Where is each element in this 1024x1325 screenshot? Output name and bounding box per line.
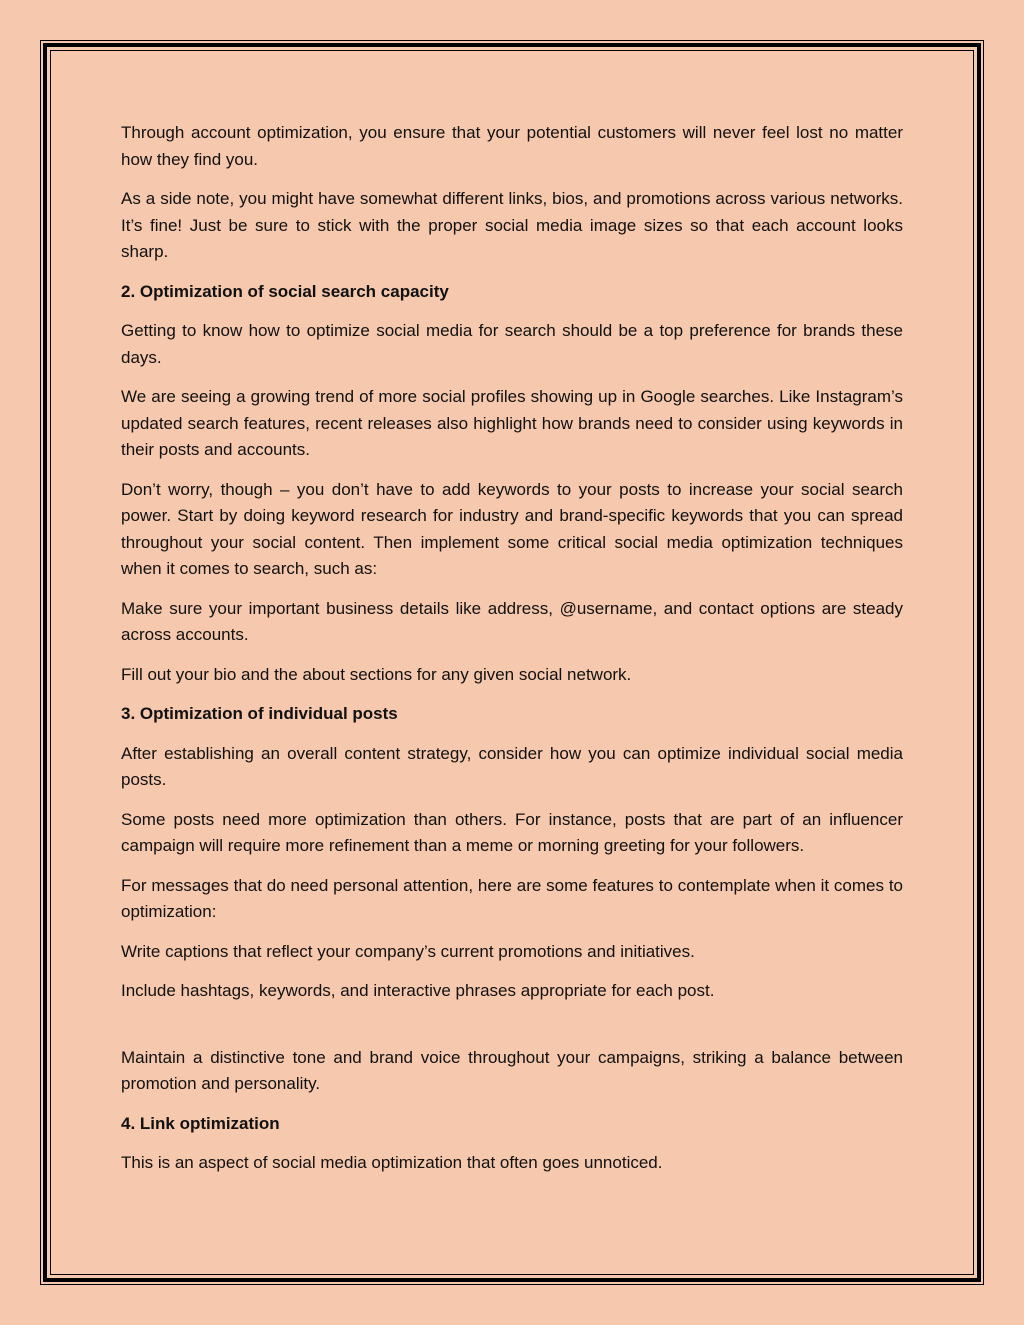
paragraph-hashtags: Include hashtags, keywords, and interactive phrases appropriate for each post.	[121, 981, 715, 1000]
paragraph-spacer	[121, 1018, 903, 1045]
document-body	[121, 120, 903, 1190]
paragraph-content-strategy: After establishing an overall content strategy, consider how you can optimize individual social media posts.	[121, 743, 903, 789]
heading-individual-posts: 3. Optimization of individual posts	[121, 704, 398, 723]
paragraph-optimize-search: Getting to know how to optimize social media for search should be a top preference for brands these days.	[121, 321, 903, 367]
paragraph-unnoticed-aspect: This is an aspect of social media optimization that often goes unnoticed.	[121, 1153, 663, 1172]
paragraph-captions: Write captions that reflect your company’s current promotions and initiatives.	[121, 941, 695, 961]
paragraph-influencer-campaign: Some posts need more optimization than others. For instance, posts that are part of an influencer campaign will require more refinement than a meme or morning greeting for your followers.	[121, 809, 903, 855]
paragraph-personal-attention: For messages that do need personal attention, here are some features to contemplate when it comes to optimization:	[121, 875, 903, 921]
heading-link-optimization: 4. Link optimization	[121, 1113, 280, 1133]
paragraph-side-note: As a side note, you might have somewhat different links, bios, and promotions across various networks. It’s fine! Just be sure to stick with the proper social media image sizes so that each account looks sharp.	[121, 189, 903, 261]
paragraph-growing-trend: We are seeing a growing trend of more social profiles showing up in Google searches. Like Instagram’s updated search features, recent releases also highlight how brands need to consider using keywords in their posts and accounts.	[121, 387, 903, 459]
paragraph-business-details: Make sure your important business details like address, @username, and contact options are steady across accounts.	[121, 598, 903, 644]
paragraph-keyword-research: Don’t worry, though – you don’t have to add keywords to your posts to increase your social search power. Start by doing keyword research for industry and brand-specific keywords that you can spread throughout your social content. Then implement some critical social media optimization techniques when it comes to search, such as:	[121, 479, 903, 578]
paragraph-brand-voice: Maintain a distinctive tone and brand voice throughout your campaigns, striking a balance between promotion and personality.	[121, 1047, 903, 1093]
paragraph-account-optimization: Through account optimization, you ensure that your potential customers will never feel lost no matter how they find you.	[121, 123, 903, 169]
heading-social-search: 2. Optimization of social search capacity	[121, 281, 449, 301]
paragraph-bio-sections: Fill out your bio and the about sections for any given social network.	[121, 664, 632, 684]
